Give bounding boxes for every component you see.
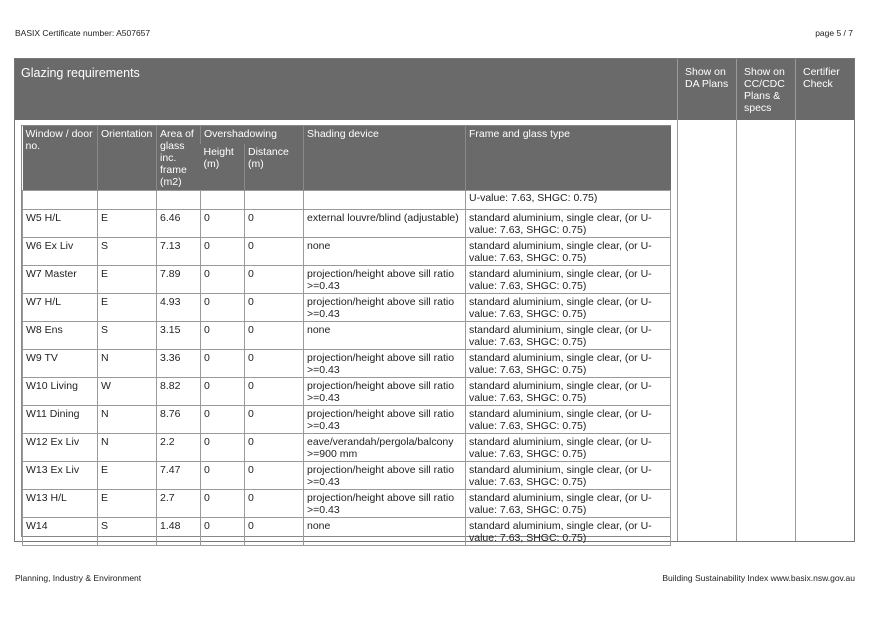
window-cell: W9 TV: [23, 350, 98, 378]
orientation-cell: N: [98, 406, 157, 434]
area-cell: 7.89: [157, 266, 201, 294]
window-cell: W5 H/L: [23, 210, 98, 238]
frame-glass-cell: standard aluminium, single clear, (or U-value: 7.63, SHGC: 0.75): [466, 294, 671, 322]
shading-cell: eave/verandah/pergola/balcony >=900 mm: [304, 434, 466, 462]
orientation-cell: N: [98, 350, 157, 378]
frame-glass-cell: standard aluminium, single clear, (or U-value: 7.63, SHGC: 0.75): [466, 462, 671, 490]
shading-cell: projection/height above sill ratio >=0.43: [304, 406, 466, 434]
frame-glass-cell: standard aluminium, single clear, (or U-value: 7.63, SHGC: 0.75): [466, 518, 671, 546]
distance-cell: 0: [245, 238, 304, 266]
th-frame-glass: Frame and glass type: [466, 126, 671, 191]
orientation-cell: E: [98, 294, 157, 322]
height-cell: 0: [201, 406, 245, 434]
height-cell: 0: [201, 518, 245, 546]
area-cell: 8.82: [157, 378, 201, 406]
table-row: [23, 191, 671, 210]
window-cell: W6 Ex Liv: [23, 238, 98, 266]
frame-glass-cell: standard aluminium, single clear, (or U-value: 7.63, SHGC: 0.75): [466, 266, 671, 294]
th-orientation: Orientation: [98, 126, 157, 191]
page-number: page 5 / 7: [815, 28, 853, 38]
height-cell: 0: [201, 350, 245, 378]
height-cell: 0: [201, 322, 245, 350]
table-row: [23, 434, 671, 462]
area-cell: 7.13: [157, 238, 201, 266]
footer-department: Planning, Industry & Environment: [15, 573, 142, 583]
table-cell: [23, 191, 98, 210]
height-cell: 0: [201, 378, 245, 406]
shading-cell: projection/height above sill ratio >=0.43: [304, 294, 466, 322]
th-height: Height (m): [201, 144, 245, 190]
distance-cell: 0: [245, 266, 304, 294]
shading-cell: none: [304, 322, 466, 350]
col-show-on-cc-cdc: Show on CC/CDC Plans & specs: [744, 66, 785, 114]
area-cell: 3.15: [157, 322, 201, 350]
shading-cell: projection/height above sill ratio >=0.43: [304, 490, 466, 518]
table-row: [23, 490, 671, 518]
distance-cell: 0: [245, 406, 304, 434]
divider: [677, 59, 678, 541]
distance-cell: 0: [245, 210, 304, 238]
table-cell: [98, 191, 157, 210]
certificate-number: BASIX Certificate number: A507657: [15, 28, 151, 38]
frame-glass-cell: standard aluminium, single clear, (or U-value: 7.63, SHGC: 0.75): [466, 378, 671, 406]
distance-cell: 0: [245, 322, 304, 350]
footer-website: Building Sustainability Index www.basix.nsw.gov.au: [662, 573, 855, 583]
window-cell: W13 Ex Liv: [23, 462, 98, 490]
shading-cell: none: [304, 518, 466, 546]
shading-cell: external louvre/blind (adjustable): [304, 210, 466, 238]
distance-cell: 0: [245, 518, 304, 546]
shading-cell: projection/height above sill ratio >=0.43: [304, 350, 466, 378]
height-cell: 0: [201, 490, 245, 518]
area-cell: 2.2: [157, 434, 201, 462]
distance-cell: 0: [245, 434, 304, 462]
table-cell: [201, 191, 245, 210]
glazing-table-container: [21, 125, 671, 544]
table-row: [23, 210, 671, 238]
frame-glass-cell: standard aluminium, single clear, (or U-value: 7.63, SHGC: 0.75): [466, 238, 671, 266]
orientation-cell: E: [98, 210, 157, 238]
table-cell: [157, 191, 201, 210]
orientation-cell: N: [98, 434, 157, 462]
shading-cell: none: [304, 238, 466, 266]
table-cell: [245, 191, 304, 210]
th-distance: Distance (m): [245, 144, 304, 190]
table-row: [23, 406, 671, 434]
area-cell: 1.48: [157, 518, 201, 546]
frame-glass-cell: standard aluminium, single clear, (or U-value: 7.63, SHGC: 0.75): [466, 406, 671, 434]
section-header-bar: [15, 59, 854, 120]
area-cell: 8.76: [157, 406, 201, 434]
window-cell: W12 Ex Liv: [23, 434, 98, 462]
area-cell: 2.7: [157, 490, 201, 518]
table-row: [23, 294, 671, 322]
window-cell: W7 Master: [23, 266, 98, 294]
shading-cell: projection/height above sill ratio >=0.43: [304, 266, 466, 294]
height-cell: 0: [201, 462, 245, 490]
orientation-cell: S: [98, 322, 157, 350]
orientation-cell: S: [98, 518, 157, 546]
height-cell: 0: [201, 210, 245, 238]
table-row: [23, 462, 671, 490]
th-shading-device: Shading device: [304, 126, 466, 191]
col-certifier-check: Certifier Check: [803, 66, 840, 90]
glazing-table: [22, 126, 671, 546]
height-cell: 0: [201, 434, 245, 462]
orientation-cell: E: [98, 490, 157, 518]
area-cell: 3.36: [157, 350, 201, 378]
frame-glass-cell: standard aluminium, single clear, (or U-value: 7.63, SHGC: 0.75): [466, 434, 671, 462]
table-cell: [304, 191, 466, 210]
th-area: Area of glass inc. frame (m2): [157, 126, 201, 191]
height-cell: 0: [201, 294, 245, 322]
frame-glass-cell: standard aluminium, single clear, (or U-value: 7.63, SHGC: 0.75): [466, 322, 671, 350]
divider: [795, 59, 796, 541]
col-show-on-da-plans: Show on DA Plans: [685, 66, 729, 90]
frame-glass-cell: U-value: 7.63, SHGC: 0.75): [466, 191, 671, 210]
orientation-cell: E: [98, 266, 157, 294]
glazing-section: [14, 58, 855, 542]
window-cell: W14: [23, 518, 98, 546]
divider: [736, 59, 737, 541]
frame-glass-cell: standard aluminium, single clear, (or U-value: 7.63, SHGC: 0.75): [466, 350, 671, 378]
table-row: [23, 266, 671, 294]
orientation-cell: W: [98, 378, 157, 406]
frame-glass-cell: standard aluminium, single clear, (or U-value: 7.63, SHGC: 0.75): [466, 490, 671, 518]
window-cell: W7 H/L: [23, 294, 98, 322]
distance-cell: 0: [245, 350, 304, 378]
distance-cell: 0: [245, 490, 304, 518]
table-row: [23, 350, 671, 378]
table-row: [23, 378, 671, 406]
area-cell: 7.47: [157, 462, 201, 490]
orientation-cell: S: [98, 238, 157, 266]
window-cell: W8 Ens: [23, 322, 98, 350]
shading-cell: projection/height above sill ratio >=0.43: [304, 462, 466, 490]
window-cell: W13 H/L: [23, 490, 98, 518]
table-row: [23, 518, 671, 546]
distance-cell: 0: [245, 294, 304, 322]
height-cell: 0: [201, 266, 245, 294]
table-row: [23, 238, 671, 266]
section-title: Glazing requirements: [21, 66, 140, 80]
distance-cell: 0: [245, 462, 304, 490]
th-window-door: Window / door no.: [23, 126, 98, 191]
orientation-cell: E: [98, 462, 157, 490]
area-cell: 6.46: [157, 210, 201, 238]
window-cell: W11 Dining: [23, 406, 98, 434]
area-cell: 4.93: [157, 294, 201, 322]
th-overshadowing: Overshadowing: [201, 126, 304, 144]
window-cell: W10 Living: [23, 378, 98, 406]
table-row: [23, 322, 671, 350]
shading-cell: projection/height above sill ratio >=0.43: [304, 378, 466, 406]
height-cell: 0: [201, 238, 245, 266]
distance-cell: 0: [245, 378, 304, 406]
frame-glass-cell: standard aluminium, single clear, (or U-value: 7.63, SHGC: 0.75): [466, 210, 671, 238]
